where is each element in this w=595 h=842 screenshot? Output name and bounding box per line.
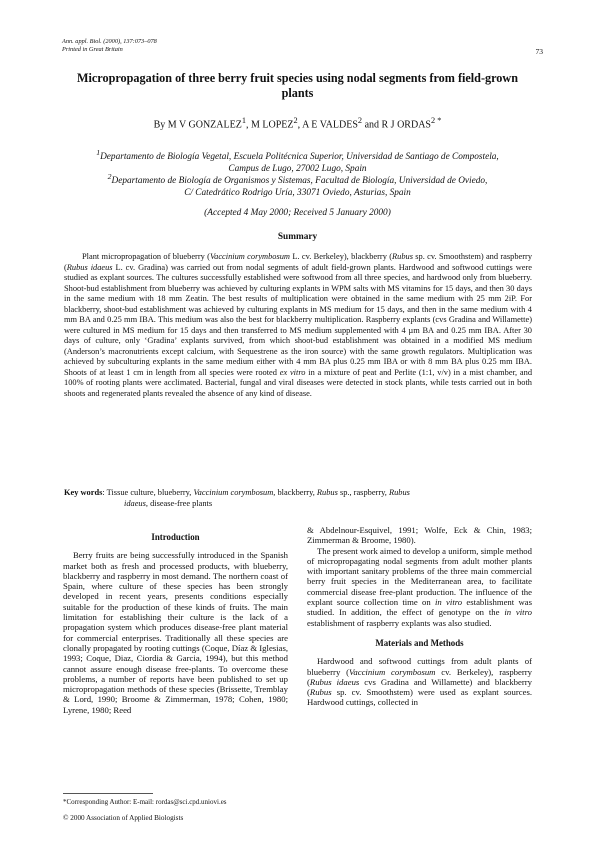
right-column: [307, 525, 532, 708]
printed-in: Printed in Great Britain: [62, 45, 123, 53]
left-column: [63, 528, 288, 715]
text-run: L. cv. Berkeley), blackberry (: [289, 252, 393, 261]
affiliation-line: Departamento de Biología de Organismos y Sistemas, Facultad de Biología, Universidad de Oviedo,: [111, 176, 488, 187]
keywords: [64, 488, 532, 509]
body-paragraph: [307, 546, 532, 628]
author-list: [60, 116, 535, 130]
affiliation-line: C/ Catedrático Rodrigo Uría, 33071 Oviedo, Asturias, Spain: [184, 188, 411, 199]
author-separator: ,: [246, 119, 251, 131]
text-run: establishment was studied. In addition, the effect of genotype on the: [307, 597, 532, 618]
corresponding-author-footnote: *Corresponding Author: E-mail: rordas@sci.cpd.uniovi.es: [63, 798, 227, 806]
species-name: Rubus: [388, 488, 410, 497]
body-paragraph: & Abdelnour-Esquivel, 1991; Wolfe, Eck & Chin, 1983; Zimmerman & Broome, 1980).: [307, 525, 532, 546]
dates-line: (Accepted 4 May 2000; Received 5 January 2000): [204, 208, 391, 218]
text-run: sp., raspberry,: [337, 488, 389, 497]
affiliation-line: Campus de Lugo, 27002 Lugo, Spain: [228, 164, 367, 175]
latin-term: in vitro: [504, 607, 532, 618]
species-name: Rubus: [392, 252, 413, 261]
summary-text: [64, 252, 532, 399]
body-paragraph: Berry fruits are being successfully introduced in the Spanish market both as fresh and processed products, with blueberry, blackberry and raspberry in most demand. The northern coast of Spain, where culture of these species has been strongly developed in recent years, presents conditions especially suitable for the production of these kinds of fruits. The main limitation for establishing their culture is the lack of a propagation system which produces disease-free plant material for commercial enterprises. Traditionally all these species are clonally propagated by rooting cuttings (Coque, Díaz & Iglesias, 1993; Coque, Diaz, Ciordia & Garcia, 1994), but this method cannot assure enough disease free-plants. To overcome these problems, a number of reports have been published to set up micropropagation methods of these species (Brissette, Tremblay & Lord, 1990; Broome & Zimmerman, 1978; Cohen, 1980; Lyrene, 1980; Reed: [63, 550, 288, 715]
species-name: Rubus: [309, 687, 332, 698]
text-run: The present work aimed to develop a uniform, simple method of micropropagating nodal segments from adult mother plants with important sanitary problems of the three main commercial berry fruit species in the Mediterranean area, to facilitate commercial disease free-plant production. The influence of the explant source collection time on: [307, 545, 532, 608]
species-name: Rubus idaeus: [66, 262, 113, 272]
latin-term: ex vitro: [279, 367, 306, 377]
author-name: R J ORDAS: [381, 119, 431, 131]
text-run: L. cv. Gradina) was carried out from nodal segments of adult field-grown plants. Hardwood and softwood cuttings were studied as explant sources. The cultures successfully established were softwood from all three species, and hardwood only from blueberry. Shoot-bud establishment from blueberry was achieved by culturing explants in WPM salts with MS vitamins for 15 days, and then 30 days in the same medium with 18 mm Zeatin. The best results of multiplication were obtained in the same medium with 25 mm 2iP. For blackberry, shoot-bud establishment was achieved by culturing explants in MS medium for 15 days, and then in the same medium with 4 mm BA and 0.25 mm IBA. This medium was also the best for blackberry multiplication. Raspberry explants (cvs Gradina and Willamette) were cultured in MS medium for 15 days and then transferred to MS medium supplemented with 4 µm BA and 0.25 mm IBA. After 30 days of culture, only ‘Gradina’ explants survived, from which shoot-bud establishment was obtained in a modified MS medium (Anderson’s macronutrients except calcium, with Sequestrene as the iron source) with the same growth regulators. Multiplication was achieved by subculturing explants in the same medium either with 4 mm BA plus 0.25 mm IBA or with 8 mm BA plus 0.25 mm IBA. Shoots of at least 1 cm in length from all species were rooted: [64, 262, 532, 377]
author-name: M V GONZALEZ: [167, 119, 242, 131]
species-name: Vaccinium corymbosum: [193, 488, 274, 497]
species-name: idaeus: [124, 498, 146, 508]
affiliation-mark: 2: [107, 172, 112, 181]
author-mark: 2: [293, 116, 298, 125]
keywords-continuation: [64, 499, 532, 510]
latin-term: in vitro: [435, 597, 463, 608]
species-name: Vaccinium corymbosum: [349, 666, 436, 677]
author-and: and: [362, 119, 382, 131]
paper-title: Micropropagation of three berry fruit species using nodal segments from field-grown plants: [77, 71, 518, 100]
journal-citation: Ann. appl. Biol. (2000), 137:073–078: [62, 38, 157, 45]
text-run: establishment of raspberry explants was also studied.: [307, 617, 492, 628]
footnote-rule: [63, 793, 153, 794]
page-number: 73: [535, 47, 543, 56]
species-name: Rubus idaeus: [309, 676, 360, 687]
text-run: , blackberry,: [273, 488, 317, 497]
text-run: Hardwood and softwood cuttings from adult plants of blueberry (: [307, 656, 532, 677]
text-run: cv. Berkeley), raspberry (: [307, 666, 532, 687]
text-run: Plant micropropagation of blueberry (: [82, 252, 210, 261]
author-separator: ,: [297, 119, 303, 131]
body-paragraph: [307, 656, 532, 707]
text-run: in a mixture of peat and Perlite (1:1, v/v) in a mist chamber, and 100% of rooting plants were acclimated. Bacterial, fungal and viral diseases were detected in stock plants, while tests carried out in both shoots and regenerated plants revealed the absence of any kind of disease.: [64, 367, 533, 398]
text-run: : Tissue culture, blueberry,: [102, 488, 194, 497]
affiliation-2: [60, 171, 535, 199]
section-heading-introduction: Introduction: [151, 532, 200, 542]
section-heading-methods: Materials and Methods: [375, 637, 464, 648]
authors-prefix: By: [153, 119, 166, 131]
text-run: cvs Gradina and Willamette) and blackberry (: [307, 676, 532, 698]
species-name: Vaccinium corymbosum: [209, 252, 290, 261]
author-mark: 2 *: [430, 116, 442, 125]
text-run: sp. cv. Smoothstem) and raspberry (: [64, 252, 533, 272]
author-name: A E VALDES: [302, 119, 358, 131]
author-mark: 1: [241, 116, 246, 125]
affiliation-line: Departamento de Biología Vegetal, Escuela Politécnica Superior, Universidad de Santiago de Compostela,: [100, 152, 499, 163]
species-name: Rubus: [316, 488, 338, 497]
copyright-line: © 2000 Association of Applied Biologists: [63, 814, 184, 822]
running-header: [62, 38, 157, 54]
author-name: M LOPEZ: [251, 119, 294, 131]
summary-heading: Summary: [277, 232, 318, 242]
text-run: sp. cv. Smoothstem) were used as explant sources. Hardwood cuttings, collected in: [307, 687, 532, 708]
text-run: , disease-free plants: [145, 498, 213, 508]
affiliation-mark: 1: [96, 148, 101, 157]
keywords-label: Key words: [64, 488, 103, 497]
author-mark: 2: [357, 116, 363, 125]
